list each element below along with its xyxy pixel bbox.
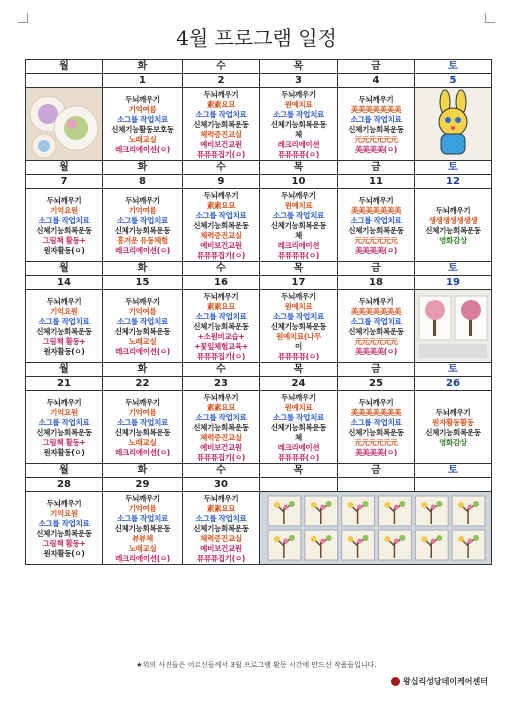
day-program-cell — [183, 391, 260, 464]
weekday-header: 화 — [103, 262, 183, 276]
day-program-cell — [338, 290, 415, 363]
weekday-header: 수 — [183, 60, 260, 74]
weekday-header: 금 — [338, 262, 415, 276]
program-item: 원예치료 — [284, 99, 313, 109]
day-program-cell — [260, 391, 338, 464]
weekday-header: 목 — [260, 161, 338, 175]
program-item: 두뇌깨우기 — [125, 397, 160, 407]
program-item: 신체기능회복운동 — [348, 427, 404, 437]
program-item: 두뇌깨우기 — [125, 493, 160, 503]
program-item: +소원비교습+ — [197, 331, 245, 341]
weekday-header: 월 — [26, 60, 103, 74]
day-program-cell — [103, 492, 183, 565]
date-number — [26, 74, 103, 88]
program-item: 신체기능회복운동 — [348, 326, 404, 336]
program-item: 퓨퓨퓨집기(ㅇ) — [197, 553, 245, 563]
program-item: 원자활동(ㅇ) — [43, 447, 85, 457]
program-item: 美美美美(ㅇ) — [354, 144, 397, 154]
program-item: 소그룹 작업치료 — [38, 215, 90, 225]
program-item: 두뇌깨우기 — [435, 407, 471, 417]
day-program-cell — [338, 391, 415, 464]
program-item: 그림책 활동+ — [42, 538, 86, 548]
program-item: 소그룹 작업치료 — [195, 311, 247, 321]
weekday-header: 금 — [338, 60, 415, 74]
program-item: 체 — [295, 432, 302, 442]
program-item: 레크리에이션 — [277, 240, 320, 250]
program-item: 신체기능회복운동 — [270, 422, 327, 432]
program-item: 신체기능회복운동 — [193, 321, 249, 331]
program-item: 생생생생생생생 — [428, 215, 478, 225]
date-number: 10 — [260, 175, 338, 189]
weekday-header: 토 — [415, 161, 492, 175]
program-item: 素素요묘 — [206, 402, 236, 412]
date-number: 17 — [260, 276, 338, 290]
program-item: 노래교실 — [128, 437, 157, 447]
weekday-header: 수 — [183, 363, 260, 377]
date-number: 24 — [260, 377, 338, 391]
day-program-cell — [103, 88, 183, 161]
weekday-header: 월 — [26, 161, 103, 175]
program-item: 원예치료(나무 — [276, 331, 321, 341]
document-page — [19, 14, 494, 689]
weekday-header: 화 — [103, 161, 183, 175]
day-program-cell — [26, 492, 103, 565]
program-item: 신체기능회복운동 — [270, 220, 327, 230]
program-item: 원예치료 — [284, 200, 313, 210]
program-item: 두뇌깨우기 — [203, 493, 239, 503]
program-item: 체 — [295, 230, 302, 240]
date-number: 26 — [415, 377, 492, 391]
program-item: 퓨퓨퓨집기(ㅇ) — [197, 351, 245, 361]
program-item: 체력증진교실 — [200, 129, 242, 139]
program-item: 두뇌깨우기 — [203, 89, 239, 99]
program-item: 뷰뷰체 — [132, 533, 153, 543]
day-program-cell — [183, 290, 260, 363]
date-number: 21 — [26, 377, 103, 391]
center-name: 왕십리성당데이케어센터 — [402, 677, 488, 686]
program-item: 元元元元元元 — [354, 336, 398, 346]
program-item: 영화감상 — [439, 437, 467, 447]
program-item: 신체기능회복운동 — [348, 225, 404, 235]
program-item: 소그룹 작업치료 — [195, 412, 247, 422]
program-item: 두뇌깨우기 — [46, 195, 82, 205]
program-item: 예비보건교원 — [200, 139, 242, 149]
weekday-header: 수 — [183, 262, 260, 276]
program-item: 素素요묘 — [206, 200, 236, 210]
day-program-cell — [338, 189, 415, 262]
weekday-header: 월 — [26, 262, 103, 276]
date-number: 19 — [415, 276, 492, 290]
program-item: 소그룹 작업치료 — [350, 215, 402, 225]
program-item: 레크리에이션(ㅇ) — [115, 553, 170, 563]
program-item: 두뇌깨우기 — [281, 291, 316, 301]
program-item: 元元元元元元 — [354, 235, 398, 245]
program-item: 신체기능회복운동 — [425, 427, 481, 437]
day-program-cell — [183, 492, 260, 565]
day-program-cell — [183, 189, 260, 262]
tree-artwork-photo — [415, 290, 492, 363]
program-item: 소그룹 작업치료 — [273, 210, 324, 220]
program-item: 원예치료 — [284, 301, 313, 311]
program-item: 소그룹 작업치료 — [350, 417, 402, 427]
program-item: 노래교실 — [128, 543, 157, 553]
weekday-header: 토 — [415, 464, 492, 478]
day-program-cell — [260, 290, 338, 363]
program-item: 신체기능회복운동 — [114, 523, 171, 533]
date-number: 12 — [415, 175, 492, 189]
program-item: 소그룹 작업치료 — [195, 513, 247, 523]
weekday-header: 금 — [338, 464, 415, 478]
weekday-header: 목 — [260, 60, 338, 74]
date-number: 22 — [103, 377, 183, 391]
program-item: 두뇌깨우기 — [358, 397, 394, 407]
date-number: 5 — [415, 74, 492, 88]
program-item: 두뇌깨우기 — [203, 291, 239, 301]
date-number: 11 — [338, 175, 415, 189]
program-item: 두뇌깨우기 — [358, 94, 394, 104]
weekday-header: 목 — [260, 464, 338, 478]
weekday-header: 월 — [26, 464, 103, 478]
schedule-table — [25, 59, 492, 565]
footer-note: ★위의 사진들은 어르신들께서 3월 프로그램 활동 시간에 만드신 작품들입니다. — [136, 661, 377, 669]
day-program-cell — [26, 189, 103, 262]
program-item: 신체기능회복운동 — [193, 119, 249, 129]
program-item: 기억요원 — [50, 508, 78, 518]
program-item: 두뇌깨우기 — [125, 296, 160, 306]
weekday-header: 토 — [415, 363, 492, 377]
program-item: 신체기능회복운동 — [114, 427, 171, 437]
program-item: 두뇌깨우기 — [46, 397, 82, 407]
program-item: 신체기능회복운동 — [36, 427, 92, 437]
program-item: 소그룹 작업치료 — [195, 109, 247, 119]
program-item: 퓨퓨퓨퓨(ㅇ) — [278, 452, 319, 462]
date-number: 9 — [183, 175, 260, 189]
program-item: 소그룹 작업치료 — [38, 417, 90, 427]
program-item: 원자활동(ㅇ) — [43, 548, 85, 558]
weekday-header: 목 — [260, 262, 338, 276]
lace-paper-flower-craft-photo — [26, 88, 103, 161]
program-item: 예비보건교원 — [200, 442, 242, 452]
program-item: 기억여름 — [128, 503, 157, 513]
program-item: 기억여름 — [128, 205, 157, 215]
program-item: 신체기능회복운동 — [193, 220, 249, 230]
weekday-header: 금 — [338, 363, 415, 377]
weekday-header: 목 — [260, 363, 338, 377]
date-number: 4 — [338, 74, 415, 88]
date-number: 15 — [103, 276, 183, 290]
program-item: 레크리에이션 — [277, 139, 320, 149]
program-item: 신체기능회복운동 — [193, 422, 249, 432]
program-item: 영화감상 — [439, 235, 467, 245]
day-program-cell — [338, 88, 415, 161]
program-item: 소그룹 작업치료 — [273, 109, 324, 119]
date-number — [260, 478, 338, 492]
program-item: 퓨퓨퓨퓨(ㅇ) — [278, 149, 319, 159]
rabbit-coloring-sheet-photo — [415, 88, 492, 161]
date-number: 2 — [183, 74, 260, 88]
program-item: 체력증진교실 — [200, 230, 242, 240]
program-item: +꽃잎체험교육+ — [194, 341, 248, 351]
program-item: 신체기능회복운동 — [114, 225, 171, 235]
program-item: 美美美美(ㅇ) — [354, 346, 397, 356]
program-item: 원예치료 — [284, 402, 313, 412]
program-item: 소그룹 작업치료 — [117, 513, 168, 523]
program-item: 신체기능회복운동 — [425, 225, 481, 235]
day-program-cell — [103, 290, 183, 363]
weekday-header: 화 — [103, 60, 183, 74]
program-item: 두뇌깨우기 — [46, 296, 82, 306]
spring-tree-artwork-gallery-photo — [260, 492, 492, 565]
program-item: 소그룹 작업치료 — [195, 210, 247, 220]
day-program-cell — [415, 391, 492, 464]
program-item: 소그룹 작업치료 — [273, 311, 324, 321]
program-item: 두뇌깨우기 — [125, 195, 160, 205]
program-item: 두뇌깨우기 — [358, 296, 394, 306]
weekday-header: 금 — [338, 161, 415, 175]
program-item: 美美美美美美美 — [350, 205, 402, 215]
program-item: 소그룹 작업치료 — [38, 518, 90, 528]
program-item: 레크리에이션(ㅇ) — [115, 144, 170, 154]
weekday-header: 토 — [415, 262, 492, 276]
program-item: 신체기능회복운동 — [270, 119, 327, 129]
program-item: 素素요묘 — [206, 301, 236, 311]
date-number: 8 — [103, 175, 183, 189]
program-item: 퓨퓨퓨퓨(ㅇ) — [278, 250, 319, 260]
weekday-header: 화 — [103, 464, 183, 478]
program-item: 신체기능회복운동 — [270, 321, 327, 331]
program-item: 신체기능회복운동 — [36, 528, 92, 538]
program-item: 美美美美美美美 — [350, 306, 402, 316]
date-number: 3 — [260, 74, 338, 88]
program-item: 원자활동활동 — [432, 417, 474, 427]
program-item: 그림책 활동+ — [42, 437, 86, 447]
day-program-cell — [26, 391, 103, 464]
program-item: 그림책 활동+ — [42, 235, 86, 245]
program-item: 두뇌깨우기 — [358, 195, 394, 205]
program-item: 원자활동(ㅇ) — [43, 245, 85, 255]
program-item: 두뇌깨우기 — [125, 94, 160, 104]
weekday-header: 월 — [26, 363, 103, 377]
program-item: 예비보건교원 — [200, 543, 242, 553]
center-logo-icon — [391, 677, 400, 686]
program-item: 소그룹 작업치료 — [38, 316, 90, 326]
program-item: 美美美美(ㅇ) — [354, 245, 397, 255]
program-item: 소그룹 작업치료 — [350, 316, 402, 326]
program-item: 퓨퓨퓨집기(ㅇ) — [197, 452, 245, 462]
program-item: 퓨퓨퓨집기(ㅇ) — [197, 250, 245, 260]
program-item: 기억요원 — [50, 205, 78, 215]
day-program-cell — [103, 391, 183, 464]
program-item: 元元元元元元 — [354, 134, 398, 144]
day-program-cell — [260, 189, 338, 262]
date-number: 30 — [183, 478, 260, 492]
program-item: 소그룹 작업치료 — [350, 114, 402, 124]
program-item: 美美美美美美美 — [350, 407, 402, 417]
program-item: 元元元元元元 — [354, 437, 398, 447]
program-item: 기억여름 — [128, 306, 157, 316]
program-item: 퓨퓨퓨집기(ㅇ) — [197, 149, 245, 159]
program-item: 신체기능활동보호동 — [111, 124, 174, 134]
date-number: 18 — [338, 276, 415, 290]
day-program-cell — [415, 189, 492, 262]
program-item: 두뇌깨우기 — [203, 392, 239, 402]
program-item: 美美美美(ㅇ) — [354, 447, 397, 457]
program-item: 체 — [295, 129, 302, 139]
date-number: 25 — [338, 377, 415, 391]
date-number — [338, 478, 415, 492]
program-item: 신체기능회복운동 — [36, 326, 92, 336]
date-number: 7 — [26, 175, 103, 189]
program-item: 레크리에이션(ㅇ) — [115, 346, 170, 356]
program-item: 두뇌깨우기 — [435, 205, 471, 215]
day-program-cell — [26, 290, 103, 363]
program-item: 신체기능회복운동 — [193, 523, 249, 533]
program-item: 두뇌깨우기 — [46, 498, 82, 508]
weekday-header: 수 — [183, 464, 260, 478]
program-item: 美美美美美美美 — [350, 104, 402, 114]
weekday-header: 토 — [415, 60, 492, 74]
page-title: 4월 프로그램 일정 — [176, 26, 337, 50]
program-item: 레크리에이션 — [277, 442, 320, 452]
weekday-header: 화 — [103, 363, 183, 377]
date-number: 1 — [103, 74, 183, 88]
program-item: 기억요원 — [50, 407, 78, 417]
program-item: 소그룹 작업치료 — [117, 316, 168, 326]
program-item: 소그룹 작업치료 — [117, 114, 168, 124]
program-item: 두뇌깨우기 — [203, 190, 239, 200]
day-program-cell — [103, 189, 183, 262]
program-item: 원자활동(ㅇ) — [43, 346, 85, 356]
program-item: 퓨퓨퓨퓨(ㅇ) — [278, 351, 319, 361]
program-item: 노래교실 — [128, 336, 157, 346]
date-number: 14 — [26, 276, 103, 290]
date-number: 28 — [26, 478, 103, 492]
program-item: 두뇌깨우기 — [281, 392, 316, 402]
program-item: 기억요원 — [50, 306, 78, 316]
program-item: 흥겨운 유동체험 — [117, 235, 168, 245]
date-number — [415, 478, 492, 492]
program-item: 기억여름 — [128, 407, 157, 417]
program-item: 소그룹 작업치료 — [273, 412, 324, 422]
program-item: 체력증진교실 — [200, 432, 242, 442]
date-number: 29 — [103, 478, 183, 492]
program-item: 기억여름 — [128, 104, 157, 114]
center-logo — [391, 676, 488, 687]
program-item: 신체기능회복운동 — [348, 124, 404, 134]
program-item: 이 — [295, 341, 302, 351]
program-item: 노래교실 — [128, 134, 157, 144]
day-program-cell — [183, 88, 260, 161]
program-item: 素素요묘 — [206, 503, 236, 513]
date-number: 23 — [183, 377, 260, 391]
weekday-header: 수 — [183, 161, 260, 175]
program-item: 소그룹 작업치료 — [117, 215, 168, 225]
program-item: 두뇌깨우기 — [281, 89, 316, 99]
program-item: 신체기능회복운동 — [36, 225, 92, 235]
program-item: 레크리에이션(ㅇ) — [115, 245, 170, 255]
program-item: 그림책 활동+ — [42, 336, 86, 346]
program-item: 레크리에이션(ㅇ) — [115, 447, 170, 457]
date-number: 16 — [183, 276, 260, 290]
program-item: 素素요묘 — [206, 99, 236, 109]
day-program-cell — [260, 88, 338, 161]
program-item: 예비보건교원 — [200, 240, 242, 250]
program-item: 체력증진교실 — [200, 533, 242, 543]
program-item: 두뇌깨우기 — [281, 190, 316, 200]
program-item: 소그룹 작업치료 — [117, 417, 168, 427]
program-item: 신체기능회복운동 — [114, 326, 171, 336]
